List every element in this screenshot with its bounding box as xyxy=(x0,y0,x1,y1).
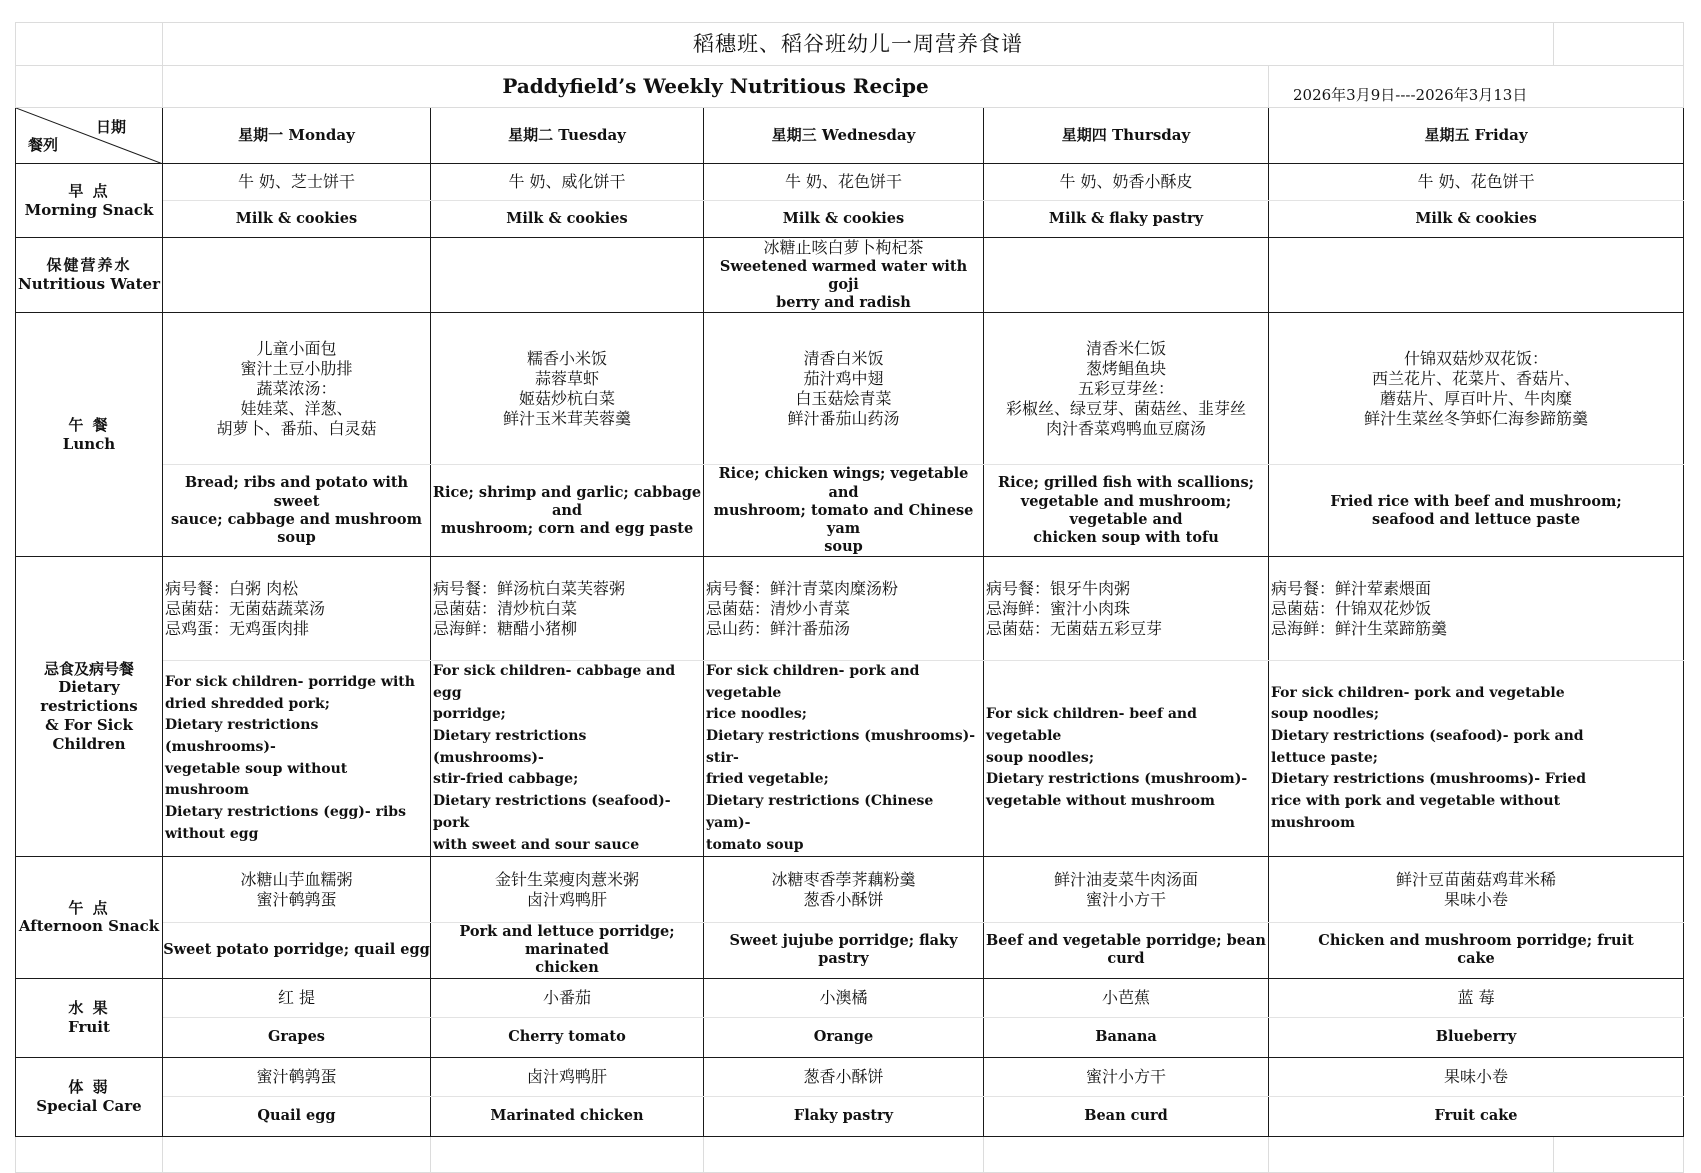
fruit-cn-monday: 红 提 xyxy=(163,978,431,1017)
diet-en-line: For sick children- pork and vegetable xyxy=(1271,684,1565,701)
lunch-en-line: Rice; shrimp and garlic; cabbage and xyxy=(432,483,702,519)
lunch-cn-line: 蒜蓉草虾 xyxy=(534,368,599,388)
special-cn-monday: 蜜汁鹌鹑蛋 xyxy=(163,1057,431,1096)
special-en-wednesday: Flaky pastry xyxy=(704,1096,984,1136)
day-header-wednesday: 星期三 Wednesday xyxy=(704,108,984,164)
lunch-cn-line: 鲜汁生菜丝冬笋虾仁海参蹄筋羹 xyxy=(1364,408,1589,428)
diet-cn-line: 忌海鲜：鲜汁生菜蹄筋羹 xyxy=(1271,618,1448,638)
diet-en-line: rice with pork and vegetable without xyxy=(1271,793,1561,810)
afternoon-cn-thursday xyxy=(984,857,1269,923)
lunch-cn-line: 清香米仁饭 xyxy=(1085,338,1166,358)
morning-cn-friday: 牛 奶、花色饼干 xyxy=(1269,164,1684,201)
menu-sheet xyxy=(15,22,1684,1173)
category-lunch-cn: 午 餐 xyxy=(68,415,110,434)
morning-cn-tuesday: 牛 奶、威化饼干 xyxy=(431,164,704,201)
fruit-cn-tuesday: 小番茄 xyxy=(431,978,704,1017)
water-en-1: Sweetened warmed water with goji xyxy=(719,258,968,294)
morning-cn-wednesday: 牛 奶、花色饼干 xyxy=(704,164,984,201)
lunch-cn-line: 鲜汁玉米茸芙蓉羹 xyxy=(502,408,631,428)
diet-en-line: stir-fried cabbage; xyxy=(433,771,579,788)
diet-en-line: soup noodles; xyxy=(1271,706,1379,723)
lunch-en-line: Rice; chicken wings; vegetable and xyxy=(718,465,969,501)
diet-en-line: with sweet and sour sauce xyxy=(433,836,640,853)
category-morning-snack xyxy=(16,164,163,238)
diet-cn-line: 忌菌菇：无菌菇五彩豆芽 xyxy=(986,618,1163,638)
water-monday xyxy=(163,238,431,313)
lunch-cn-line: 彩椒丝、绿豆芽、菌菇丝、韭芽丝 xyxy=(1005,398,1246,418)
diet-en-line: For sick children- cabbage and egg xyxy=(433,663,676,701)
diet-cn-line: 忌山药：鲜汁番茄汤 xyxy=(706,618,851,638)
diet-cn-line: 忌菌菇：无菌菇蔬菜汤 xyxy=(165,598,326,618)
day-header-friday: 星期五 Friday xyxy=(1269,108,1684,164)
diet-cn-line: 病号餐：鲜汤杭白菜芙蓉粥 xyxy=(433,578,626,598)
fruit-cn-friday: 蓝 莓 xyxy=(1269,978,1684,1017)
diet-cn-line: 忌海鲜：蜜汁小肉珠 xyxy=(986,598,1131,618)
lunch-en-thursday xyxy=(984,465,1269,557)
category-nutritious-water xyxy=(16,238,163,313)
diet-cn-monday xyxy=(163,557,431,661)
diet-en-line: soup noodles; xyxy=(986,749,1094,766)
special-cn-friday: 果味小卷 xyxy=(1269,1057,1684,1096)
category-diet-en-2: & For Sick xyxy=(45,715,133,734)
diet-en-friday xyxy=(1269,661,1684,857)
afternoon-cn-wednesday xyxy=(704,857,984,923)
water-tuesday xyxy=(431,238,704,313)
lunch-en-wednesday xyxy=(704,465,984,557)
day-header-monday: 星期一 Monday xyxy=(163,108,431,164)
diet-en-line: Dietary restrictions (mushrooms)- Fried xyxy=(1271,771,1587,788)
lunch-cn-line: 肉汁香菜鸡鸭血豆腐汤 xyxy=(1045,418,1206,438)
diet-en-line: without egg xyxy=(165,825,259,842)
category-afternoon-en: Afternoon Snack xyxy=(18,917,160,936)
water-friday xyxy=(1269,238,1684,313)
fruit-cn-thursday: 小芭蕉 xyxy=(984,978,1269,1017)
afternoon-cn-line: 鲜汁豆苗菌菇鸡茸米稀 xyxy=(1396,869,1557,889)
category-special-cn: 体 弱 xyxy=(68,1077,110,1096)
afternoon-en-line: Beef and vegetable porridge; bean curd xyxy=(986,932,1266,968)
category-fruit xyxy=(16,978,163,1057)
lunch-cn-thursday xyxy=(984,313,1269,465)
diet-en-line: Dietary restrictions (mushroom)- xyxy=(986,771,1248,788)
afternoon-cn-line: 葱香小酥饼 xyxy=(803,889,884,909)
category-lunch xyxy=(16,313,163,557)
diet-en-line: fried vegetable; xyxy=(706,771,829,788)
water-wednesday xyxy=(704,238,984,313)
lunch-en-line: Bread; ribs and potato with sweet xyxy=(184,474,409,510)
category-diet-cn: 忌食及病号餐 xyxy=(43,659,134,678)
diet-en-line: vegetable soup without mushroom xyxy=(165,760,348,799)
corner-date-label: 日期 xyxy=(95,118,126,136)
category-morning-en: Morning Snack xyxy=(24,200,154,219)
lunch-cn-line: 蘑菇片、厚百叶片、牛肉糜 xyxy=(1380,388,1573,408)
morning-cn-thursday: 牛 奶、奶香小酥皮 xyxy=(984,164,1269,201)
morning-en-thursday: Milk & flaky pastry xyxy=(984,201,1269,238)
lunch-cn-line: 白玉菇烩青菜 xyxy=(795,388,892,408)
afternoon-cn-line: 鲜汁油麦菜牛肉汤面 xyxy=(1053,869,1198,889)
diet-en-line: rice noodles; xyxy=(706,706,807,723)
lunch-cn-line: 蔬菜浓汤： xyxy=(256,378,337,398)
water-cn: 冰糖止咳白萝卜枸杞茶 xyxy=(763,238,924,257)
category-morning-cn: 早 点 xyxy=(68,181,110,200)
category-dietary xyxy=(16,557,163,857)
afternoon-cn-line: 金针生菜瘦肉薏米粥 xyxy=(494,869,639,889)
afternoon-en-line: chicken xyxy=(535,959,599,977)
day-header-thursday: 星期四 Thursday xyxy=(984,108,1269,164)
category-afternoon-cn: 午 点 xyxy=(68,898,110,917)
diet-cn-line: 忌鸡蛋：无鸡蛋肉排 xyxy=(165,618,310,638)
diet-cn-line: 忌菌菇：清炒杭白菜 xyxy=(433,598,578,618)
diet-en-line: vegetable without mushroom xyxy=(986,793,1215,810)
water-thursday xyxy=(984,238,1269,313)
diet-cn-tuesday xyxy=(431,557,704,661)
fruit-en-monday: Grapes xyxy=(163,1017,431,1057)
lunch-cn-wednesday xyxy=(704,313,984,465)
lunch-en-line: vegetable and mushroom; vegetable and xyxy=(1020,492,1232,528)
lunch-cn-line: 蜜汁土豆小肋排 xyxy=(240,358,353,378)
afternoon-en-line: cake xyxy=(1457,950,1495,968)
lunch-en-line: seafood and lettuce paste xyxy=(1371,510,1581,528)
diet-en-line: tomato soup xyxy=(706,836,804,853)
afternoon-en-line: Sweet potato porridge; quail egg xyxy=(163,941,430,959)
lunch-cn-line: 茄汁鸡中翅 xyxy=(803,368,884,388)
category-fruit-cn: 水 果 xyxy=(68,998,110,1017)
diet-en-tuesday xyxy=(431,661,704,857)
lunch-cn-line: 西兰花片、花菜片、香菇片、 xyxy=(1372,368,1581,388)
afternoon-en-line: Pork and lettuce porridge; marinated xyxy=(459,923,675,959)
diet-en-line: Dietary restrictions (seafood)- pork xyxy=(433,793,671,831)
diet-cn-line: 病号餐：银牙牛肉粥 xyxy=(986,578,1131,598)
category-water-en: Nutritious Water xyxy=(18,275,160,294)
lunch-cn-line: 葱烤鲳鱼块 xyxy=(1085,358,1166,378)
diet-cn-line: 忌海鲜：糖醋小猪柳 xyxy=(433,618,578,638)
morning-en-monday: Milk & cookies xyxy=(163,201,431,238)
fruit-en-tuesday: Cherry tomato xyxy=(431,1017,704,1057)
diet-en-line: For sick children- beef and vegetable xyxy=(986,706,1197,745)
corner-meal-label: 餐列 xyxy=(28,136,59,155)
lunch-cn-line: 鲜汁番茄山药汤 xyxy=(787,408,900,428)
fruit-en-wednesday: Orange xyxy=(704,1017,984,1057)
lunch-cn-tuesday xyxy=(431,313,704,465)
category-diet-en-3: Children xyxy=(52,734,126,753)
special-en-friday: Fruit cake xyxy=(1269,1096,1684,1136)
diet-cn-line: 病号餐：鲜汁青菜肉糜汤粉 xyxy=(706,578,899,598)
title-chinese: 稻穗班、稻谷班幼儿一周营养食谱 xyxy=(163,23,1554,66)
water-en-2: berry and radish xyxy=(776,294,911,312)
afternoon-cn-line: 冰糖山芋血糯粥 xyxy=(240,869,353,889)
diet-en-line: Dietary restrictions (seafood)- pork and xyxy=(1271,728,1584,745)
afternoon-cn-line: 果味小卷 xyxy=(1444,889,1509,909)
lunch-en-friday xyxy=(1269,465,1684,557)
fruit-en-friday: Blueberry xyxy=(1269,1017,1684,1057)
diet-cn-friday xyxy=(1269,557,1684,661)
lunch-en-line: Fried rice with beef and mushroom; xyxy=(1330,492,1622,510)
category-water-cn: 保健营养水 xyxy=(46,256,132,275)
lunch-en-line: soup xyxy=(824,537,863,555)
afternoon-en-friday xyxy=(1269,923,1684,978)
lunch-cn-line: 五彩豆芽丝： xyxy=(1077,378,1174,398)
diet-en-line: Dietary restrictions (mushrooms)- xyxy=(165,717,319,755)
diet-cn-line: 病号餐：鲜汁荤素煨面 xyxy=(1271,578,1432,598)
lunch-cn-line: 什锦双菇炒双花饭： xyxy=(1404,348,1549,368)
diet-en-line: porridge; xyxy=(433,706,506,723)
afternoon-en-wednesday xyxy=(704,923,984,978)
diet-cn-line: 忌菌菇：什锦双花炒饭 xyxy=(1271,598,1432,618)
afternoon-en-thursday xyxy=(984,923,1269,978)
afternoon-cn-line: 冰糖枣香荸荠藕粉羹 xyxy=(771,869,916,889)
afternoon-en-tuesday xyxy=(431,923,704,978)
fruit-en-thursday: Banana xyxy=(984,1017,1269,1057)
diet-en-line: Dietary restrictions (Chinese yam)- xyxy=(706,793,934,831)
lunch-cn-line: 姬菇炒杭白菜 xyxy=(518,388,615,408)
special-cn-thursday: 蜜汁小方干 xyxy=(984,1057,1269,1096)
diet-cn-line: 病号餐：白粥 肉松 xyxy=(165,578,299,598)
lunch-cn-line: 胡萝卜、番茄、白灵菇 xyxy=(216,418,377,438)
lunch-cn-friday xyxy=(1269,313,1684,465)
special-cn-wednesday: 葱香小酥饼 xyxy=(704,1057,984,1096)
diet-en-line: For sick children- pork and vegetable xyxy=(706,663,920,701)
diet-en-line: dried shredded pork; xyxy=(165,695,330,712)
afternoon-en-line: Chicken and mushroom porridge; fruit xyxy=(1318,932,1634,950)
lunch-cn-monday xyxy=(163,313,431,465)
lunch-en-line: chicken soup with tofu xyxy=(1033,528,1219,546)
lunch-en-line: mushroom; tomato and Chinese yam xyxy=(713,501,974,537)
lunch-en-line: sauce; cabbage and mushroom soup xyxy=(171,510,422,546)
diet-cn-thursday xyxy=(984,557,1269,661)
corner-header xyxy=(16,108,163,164)
morning-en-tuesday: Milk & cookies xyxy=(431,201,704,238)
afternoon-cn-line: 蜜汁鹌鹑蛋 xyxy=(256,889,337,909)
afternoon-en-monday xyxy=(163,923,431,978)
lunch-cn-line: 糯香小米饭 xyxy=(526,348,607,368)
title-english: Paddyfield’s Weekly Nutritious Recipe xyxy=(163,66,1269,108)
category-lunch-en: Lunch xyxy=(62,434,116,453)
diet-en-line: Dietary restrictions (egg)- ribs xyxy=(165,803,406,820)
afternoon-en-line: Sweet jujube porridge; flaky pastry xyxy=(729,932,958,968)
category-special-care xyxy=(16,1057,163,1136)
special-en-monday: Quail egg xyxy=(163,1096,431,1136)
category-diet-en-1: Dietary restrictions xyxy=(40,678,138,716)
day-header-tuesday: 星期二 Tuesday xyxy=(431,108,704,164)
lunch-en-monday xyxy=(163,465,431,557)
date-range: 2026年3月9日----2026年3月13日 xyxy=(1269,66,1684,108)
morning-en-wednesday: Milk & cookies xyxy=(704,201,984,238)
diet-en-wednesday xyxy=(704,661,984,857)
lunch-cn-line: 清香白米饭 xyxy=(803,348,884,368)
special-en-thursday: Bean curd xyxy=(984,1096,1269,1136)
category-fruit-en: Fruit xyxy=(68,1017,110,1036)
afternoon-cn-line: 蜜汁小方干 xyxy=(1085,889,1166,909)
lunch-en-tuesday xyxy=(431,465,704,557)
special-en-tuesday: Marinated chicken xyxy=(431,1096,704,1136)
afternoon-cn-friday xyxy=(1269,857,1684,923)
afternoon-cn-tuesday xyxy=(431,857,704,923)
diet-en-thursday xyxy=(984,661,1269,857)
lunch-cn-line: 儿童小面包 xyxy=(256,338,337,358)
diet-en-monday xyxy=(163,661,431,857)
diet-cn-line: 忌菌菇：清炒小青菜 xyxy=(706,598,851,618)
diet-en-line: For sick children- porridge with xyxy=(165,673,415,690)
category-special-en: Special Care xyxy=(36,1096,142,1115)
diet-en-line: Dietary restrictions (mushrooms)- xyxy=(433,728,587,766)
morning-en-friday: Milk & cookies xyxy=(1269,201,1684,238)
category-afternoon-snack xyxy=(16,857,163,978)
diet-cn-wednesday xyxy=(704,557,984,661)
fruit-cn-wednesday: 小澳橘 xyxy=(704,978,984,1017)
lunch-en-line: Rice; grilled fish with scallions; xyxy=(998,474,1254,492)
lunch-en-line: mushroom; corn and egg paste xyxy=(440,519,694,537)
afternoon-cn-monday xyxy=(163,857,431,923)
afternoon-cn-line: 卤汁鸡鸭肝 xyxy=(526,889,607,909)
diet-en-line: Dietary restrictions (mushrooms)- stir- xyxy=(706,728,976,766)
diet-en-line: mushroom xyxy=(1271,814,1355,831)
special-cn-tuesday: 卤汁鸡鸭肝 xyxy=(431,1057,704,1096)
morning-cn-monday: 牛 奶、芝士饼干 xyxy=(163,164,431,201)
lunch-cn-line: 娃娃菜、洋葱、 xyxy=(240,398,353,418)
weekly-menu-table xyxy=(15,22,1684,1173)
diet-en-line: lettuce paste; xyxy=(1271,749,1378,766)
